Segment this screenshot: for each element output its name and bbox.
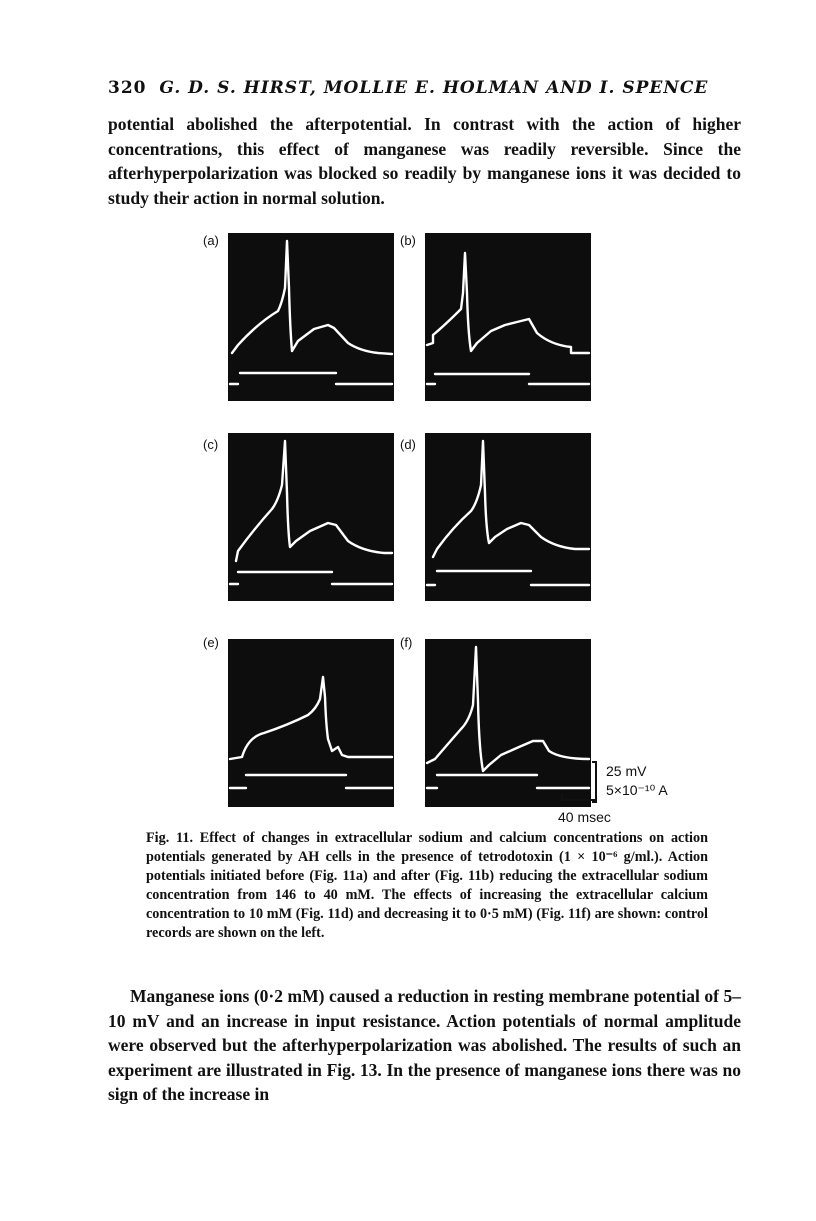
voltage-scale-bar	[592, 762, 596, 802]
scale-bar	[560, 760, 600, 808]
panel-label-f: (f)	[400, 635, 413, 650]
trace-panel-e	[228, 639, 394, 807]
paragraph-top: potential abolished the afterpotential. In contrast with the action of higher concentrations, this effect of manganese was readily reversible. Since the afterhyperpolarization was blocked so readily by manganese ions it was decided to study their action in normal solution.	[108, 114, 741, 208]
panel-label-a: (a)	[203, 233, 219, 248]
figure-caption: Fig. 11. Effect of changes in extracellular sodium and calcium concentrations on action potentials generated by AH cells in the presence of tetrodotoxin (1 × 10⁻⁶ g/ml.). Action potentials initiated before (Fig. 11a) and after (Fig. 11b) reducing the extracellular sodium concentration from 146 to 40 mM. The effects of increasing the extracellular calcium concentration to 10 mM (Fig. 11d) and decreasing it to 0·5 mM) (Fig. 11f) are shown: control records are shown on the left.	[146, 830, 708, 941]
time-scale-bar	[562, 794, 596, 800]
running-header	[108, 78, 748, 98]
panel-label-b: (b)	[400, 233, 416, 248]
trace-panel-c	[228, 433, 394, 601]
current-scale-label: 5×10⁻¹⁰ A	[606, 782, 668, 798]
voltage-scale-label: 25 mV	[606, 763, 647, 779]
panel-label-d: (d)	[400, 437, 416, 452]
header-authors: G. D. S. HIRST, MOLLIE E. HOLMAN AND I. SPENCE	[159, 78, 709, 98]
time-scale-label: 40 msec	[558, 809, 611, 825]
paragraph-bottom: Manganese ions (0·2 mM) caused a reduction in resting membrane potential of 5–10 mV and an increase in input resistance. Action potentials of normal amplitude were observed but the afterhyperpolarization was abolished. The results of such an experiment are illustrated in Fig. 13. In the presence of manganese ions there was no sign of the increase in	[108, 986, 741, 1104]
panel-label-c: (c)	[203, 437, 219, 452]
trace-panel-b	[425, 233, 591, 401]
trace-panel-d	[425, 433, 591, 601]
page-number: 320	[108, 78, 147, 98]
panel-label-e: (e)	[203, 635, 219, 650]
trace-panel-a	[228, 233, 394, 401]
